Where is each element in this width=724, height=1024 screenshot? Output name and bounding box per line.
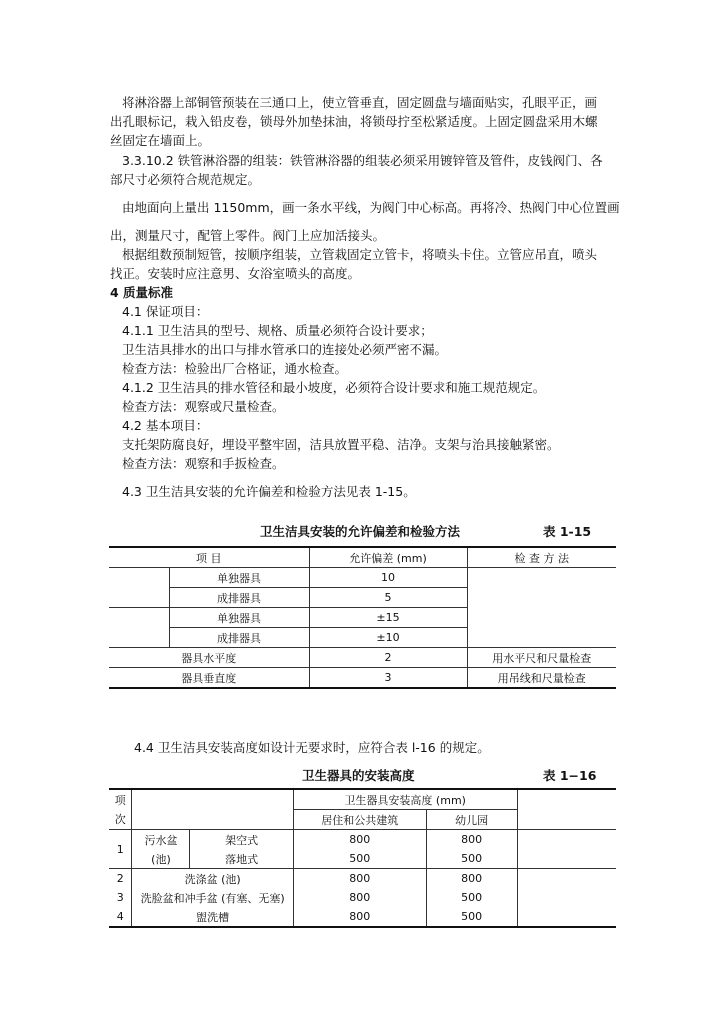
paragraph-line: 4.2 基本项目： bbox=[122, 418, 209, 433]
table-row bbox=[109, 849, 616, 869]
row-name: 洗脸盆和冲手盆 (有塞、无塞) bbox=[132, 888, 293, 907]
table-row bbox=[109, 568, 616, 588]
row-item: 单独器具 bbox=[169, 608, 309, 628]
row-no: 3 bbox=[116, 891, 124, 904]
header-col1: 居住和公共建筑 bbox=[293, 810, 426, 830]
row-item: 器具垂直度 bbox=[109, 668, 309, 689]
table-row bbox=[109, 648, 616, 668]
header-col2: 幼儿园 bbox=[426, 810, 517, 830]
row-no: 4 bbox=[109, 907, 132, 927]
paragraph-line: 由地面向上量出 1150mm，画一条水平线，为阀门中心标高。再将冷、热阀门中心位置画 bbox=[122, 200, 620, 215]
row-item: 成排器具 bbox=[169, 628, 309, 648]
row-value: ±15 bbox=[309, 608, 467, 628]
paragraph-line: 4.1.2 卫生洁具的排水管径和最小坡度，必须符合设计要求和施工规范规定。 bbox=[122, 380, 546, 395]
table-row bbox=[109, 888, 616, 907]
paragraph-line: 检查方法：观察或尺量检查。 bbox=[122, 399, 285, 414]
table-row bbox=[109, 830, 616, 850]
table-row bbox=[109, 907, 616, 927]
row-method: 用吊线和尺量检查 bbox=[467, 668, 616, 689]
paragraph-line: 4.1.1 卫生洁具的型号、规格、质量必须符合设计要求； bbox=[122, 323, 433, 338]
row-item: 成排器具 bbox=[169, 588, 309, 608]
row-item: 单独器具 bbox=[169, 568, 309, 588]
paragraph-line: 出孔眼标记，栽入铅皮卷，锁母外加垫抹油，将锁母拧至松紧适度。上固定圆盘采用木螺 bbox=[110, 114, 598, 129]
paragraph-line: 部尺寸必须符合规范规定。 bbox=[110, 172, 261, 187]
row-method: 用水平尺和尺量检查 bbox=[467, 648, 616, 668]
paragraph-line: 检查方法：检验出厂合格证，通水检查。 bbox=[122, 361, 348, 376]
row-value: 3 bbox=[309, 668, 467, 689]
header-tolerance: 允许偏差 (mm) bbox=[309, 547, 467, 568]
table-header-row bbox=[109, 810, 616, 830]
row-value: 500 bbox=[426, 907, 517, 927]
row-no: 2 bbox=[116, 872, 124, 885]
row-value: 800 bbox=[293, 888, 426, 907]
row-name: 洗涤盆 (池) bbox=[132, 869, 293, 889]
table2-title: 卫生器具的安装高度 bbox=[302, 768, 415, 783]
header-item: 项 目 bbox=[109, 547, 309, 568]
paragraph-line: 卫生洁具排水的出口与排水管承口的连接处必须严密不漏。 bbox=[122, 342, 448, 357]
row-value: 800 bbox=[293, 869, 426, 889]
row-value: 5 bbox=[309, 588, 467, 608]
paragraph-line: 检查方法：观察和手扳检查。 bbox=[122, 456, 285, 471]
row-no: 1 bbox=[109, 830, 132, 869]
table-1-16 bbox=[109, 788, 616, 928]
row-value: 500 bbox=[293, 849, 426, 869]
table-row bbox=[109, 869, 616, 889]
paragraph-line: 支托架防腐良好，埋设平整牢固，洁具放置平稳、洁净。支架与治具接触紧密。 bbox=[122, 437, 560, 452]
row-value: 10 bbox=[309, 568, 467, 588]
row-value: 800 bbox=[293, 907, 426, 927]
table2-label: 表 1−16 bbox=[543, 768, 597, 783]
row-value: 800 bbox=[426, 830, 517, 850]
row-item: 器具水平度 bbox=[109, 648, 309, 668]
paragraph-line: 丝固定在墙面上。 bbox=[110, 133, 211, 148]
header-no-bottom: 次 bbox=[109, 810, 132, 830]
table-row bbox=[109, 668, 616, 689]
table-header-row bbox=[109, 789, 616, 810]
row-name: 盥洗槽 bbox=[132, 907, 293, 927]
row-name-bottom: (池) bbox=[132, 849, 190, 869]
row-value: 800 bbox=[293, 830, 426, 850]
row-sub: 落地式 bbox=[190, 849, 293, 869]
row-sub: 架空式 bbox=[190, 830, 293, 850]
paragraph-line: 根据组数预制短管，按顺序组装，立管栽固定立管卡，将喷头卡住。立管应吊直，喷头 bbox=[122, 247, 598, 262]
paragraph-line: 4.1 保证项目： bbox=[122, 304, 209, 319]
header-method: 检 查 方 法 bbox=[467, 547, 616, 568]
table1-title: 卫生洁具安装的允许偏差和检验方法 bbox=[260, 524, 461, 539]
row-value: ±10 bbox=[309, 628, 467, 648]
paragraph-line: 出，测量尺寸，配管上零件。阀门上应加活接头。 bbox=[110, 228, 386, 243]
row-name-top: 污水盆 bbox=[132, 830, 190, 850]
table1-label: 表 1-15 bbox=[543, 524, 592, 539]
paragraph-line: 将淋浴器上部铜管预装在三通口上，使立管垂直，固定圆盘与墙面贴实，孔眼平正，画 bbox=[122, 95, 598, 110]
paragraph-line: 4.4 卫生洁具安装高度如设计无要求时，应符合表 l-16 的规定。 bbox=[134, 740, 490, 755]
paragraph-line: 3.3.10.2 铁管淋浴器的组装：铁管淋浴器的组装必须采用镀锌管及管件，皮钱阀门、各 bbox=[122, 153, 603, 168]
header-no-top: 项 bbox=[109, 789, 132, 810]
row-value: 2 bbox=[309, 648, 467, 668]
section-heading: 4 质量标准 bbox=[110, 285, 174, 300]
table-1-15 bbox=[109, 546, 616, 689]
paragraph-line: 4.3 卫生洁具安装的允许偏差和检验方法见表 1-15。 bbox=[122, 484, 416, 499]
paragraph-line: 找正。安装时应注意男、女浴室喷头的高度。 bbox=[110, 266, 361, 281]
row-value: 500 bbox=[426, 849, 517, 869]
table-header-row bbox=[109, 547, 616, 568]
row-value: 800 bbox=[426, 869, 517, 889]
row-value: 500 bbox=[426, 888, 517, 907]
header-group: 卫生器具安装高度 (mm) bbox=[293, 789, 517, 810]
